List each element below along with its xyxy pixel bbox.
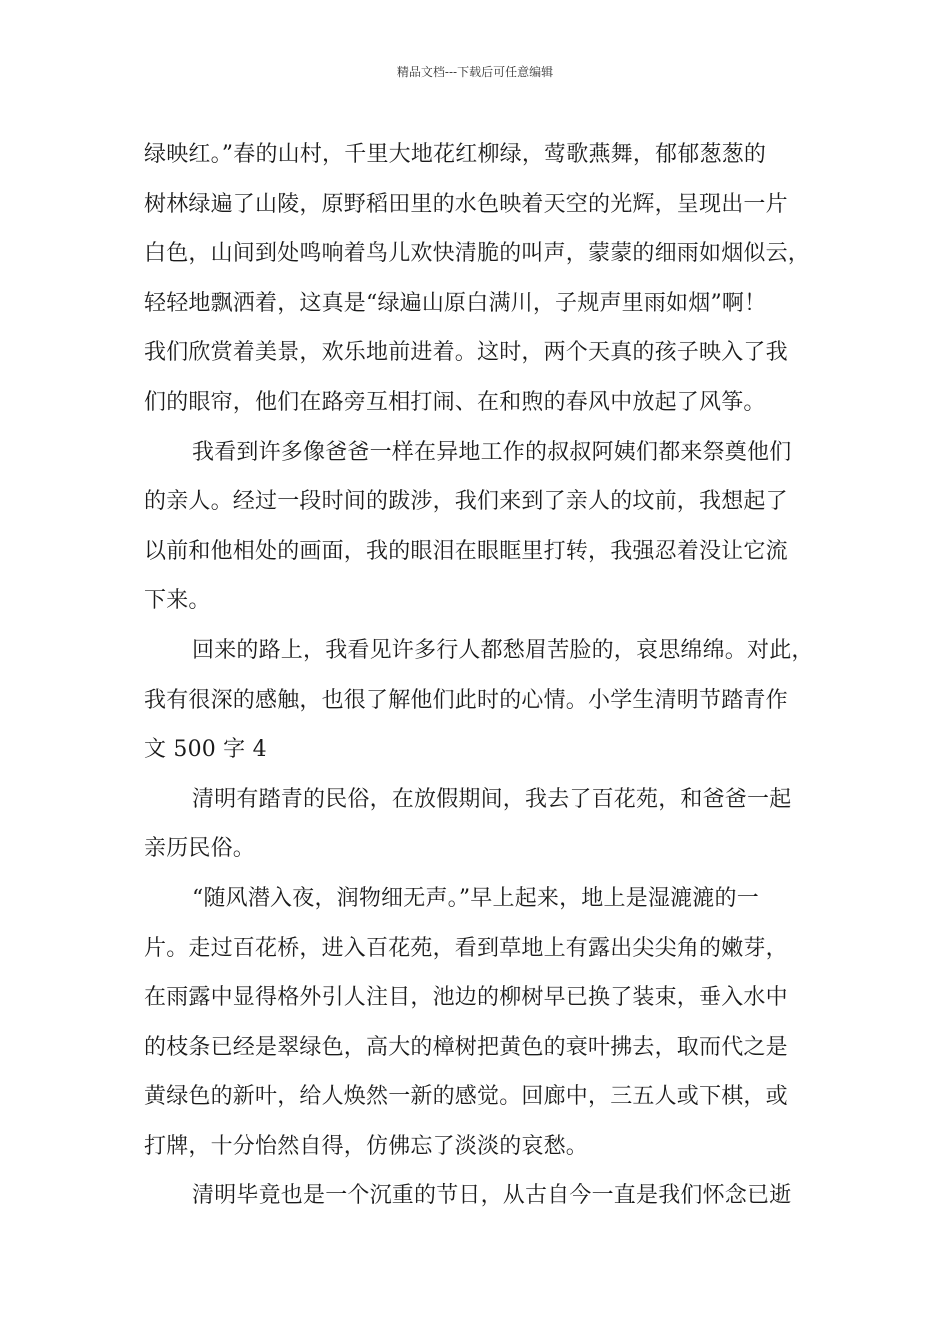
- text-line: 我有很深的感触，也很了解他们此时的心情。小学生清明节踏青作: [144, 687, 788, 713]
- paragraph-first-line: 清明有踏青的民俗，在放假期间，我去了百花苑，和爸爸一起: [192, 786, 792, 812]
- text-line: 的枝条已经是翠绿色，高大的樟树把黄色的衰叶拂去，取而代之是: [144, 1034, 788, 1060]
- paragraph-first-line: “随风潜入夜，润物细无声。”早上起来，地上是湿漉漉的一: [192, 885, 759, 911]
- text-line: 黄绿色的新叶，给人焕然一新的感觉。回廊中，三五人或下棋，或: [144, 1084, 788, 1110]
- paragraph-first-line: 回来的路上，我看见许多行人都愁眉苦脸的，哀思绵绵。对此，: [192, 637, 814, 663]
- page-header: 精品文档---下载后可任意编辑: [396, 65, 554, 79]
- document-body: [144, 130, 824, 1221]
- paragraph-first-line: 我看到许多像爸爸一样在异地工作的叔叔阿姨们都来祭奠他们: [192, 439, 792, 465]
- text-line: 文 500 字 4: [144, 737, 267, 763]
- text-line: 树林绿遍了山陵，原野稻田里的水色映着天空的光辉，呈现出一片: [144, 191, 788, 217]
- text-line: 们的眼帘，他们在路旁互相打闹、在和煦的春风中放起了风筝。: [144, 389, 766, 415]
- text-line: 片。走过百花桥，进入百花苑，看到草地上有露出尖尖角的嫩芽，: [144, 935, 788, 961]
- text-line: 的亲人。经过一段时间的跋涉，我们来到了亲人的坟前，我想起了: [144, 489, 788, 515]
- text-line: 绿映红。”春的山村，千里大地花红柳绿，莺歌燕舞，郁郁葱葱的: [144, 142, 767, 167]
- text-line: 我们欣赏着美景，欢乐地前进着。这时，两个天真的孩子映入了我: [144, 340, 788, 366]
- text-line: 轻轻地飘洒着，这真是“绿遍山原白满川，子规声里雨如烟”啊！: [144, 290, 767, 316]
- text-line: 以前和他相处的画面，我的眼泪在眼眶里打转，我强忍着没让它流: [144, 538, 788, 564]
- text-line: 下来。: [144, 588, 211, 614]
- text-line: 白色，山间到处鸣响着鸟儿欢快清脆的叫声，蒙蒙的细雨如烟似云，: [144, 241, 811, 267]
- text-line: 打牌，十分怡然自得，仿佛忘了淡淡的哀愁。: [144, 1133, 589, 1159]
- text-line: 亲历民俗。: [144, 836, 256, 862]
- paragraph-first-line: 清明毕竟也是一个沉重的节日，从古自今一直是我们怀念已逝: [192, 1183, 792, 1209]
- text-line: 在雨露中显得格外引人注目，池边的柳树早已换了装束，垂入水中: [144, 985, 788, 1011]
